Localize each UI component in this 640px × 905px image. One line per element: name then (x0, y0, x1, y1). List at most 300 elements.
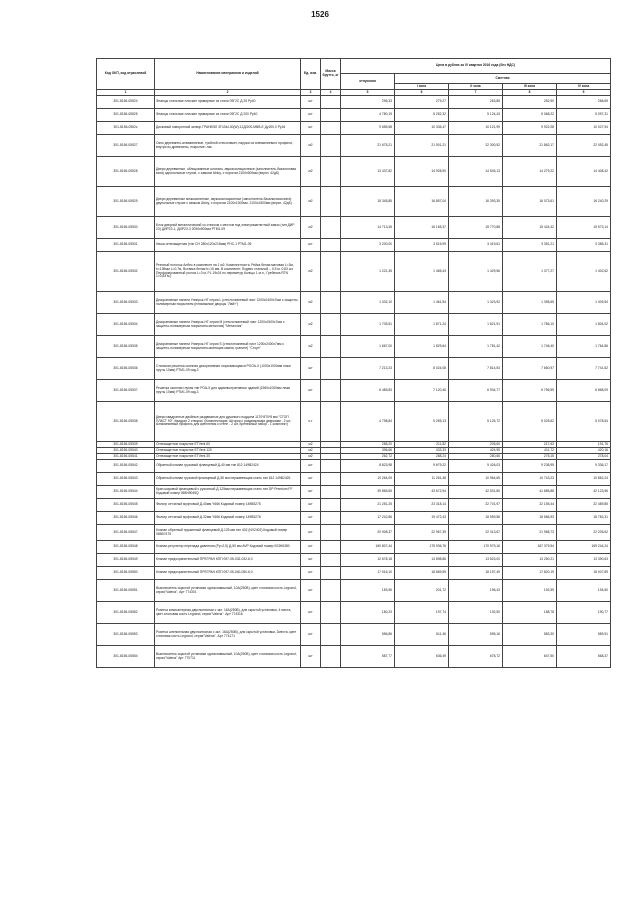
header-code: Код ОКП, код отраслевой (97, 59, 155, 90)
item-price-zone-3: 5 068,22 (503, 109, 557, 122)
item-price-zone-3: 17 820,19 (503, 567, 557, 580)
item-price-zone-3: 5 025,62 (503, 402, 557, 442)
item-price-zone-2: 196,43 (449, 580, 503, 602)
table-row (97, 486, 611, 499)
header-smetnaya: Сметная (395, 74, 611, 84)
item-mass (321, 358, 341, 380)
item-unit: м2 (301, 135, 321, 157)
item-name: Реечный потолок Албес в комплекте на 1 м2: Комплектность: Рейка белая матовая L=3м, b=135мм L=0,7м, Вставка белая b=15 мм. В комплекте: Подвес стальной – 0,5 м. 0,83 шт. Перфорированный уголок L=3 м, PL 19х24 по периметру Кольцо 1 м.п., Гребенка RTN 1=0,83 м.) (155, 252, 301, 292)
item-mass (321, 157, 341, 187)
item-unit: шт (301, 624, 321, 646)
item-base-price: 9 655,58 (341, 122, 395, 135)
item-price-zone-1: 14 928,90 (395, 157, 449, 187)
item-price-zone-2: 280,66 (449, 454, 503, 460)
item-price-zone-4: 3 386,31 (557, 239, 611, 252)
item-price-zone-4: 191,76 (557, 442, 611, 448)
item-base-price: 1 332,10 (341, 292, 395, 314)
col-num: 7 (449, 90, 503, 96)
item-code: 301-8156-0552с (97, 122, 155, 135)
item-base-price: 6 489,83 (341, 380, 395, 402)
item-mass (321, 486, 341, 499)
table-row (97, 567, 611, 580)
item-price-zone-2: 9 426,03 (449, 460, 503, 473)
header-price-group: Цена в рублях за IV квартал 2016 года (без НДС) (341, 59, 611, 74)
item-price-zone-2: 170 979,16 (449, 541, 503, 554)
item-unit: м2 (301, 252, 321, 292)
item-price-zone-1: 8 024,08 (395, 358, 449, 380)
item-price-zone-2: 16 393,35 (449, 187, 503, 217)
item-price-zone-1: 1 465,43 (395, 252, 449, 292)
item-price-zone-3: 41 685,88 (503, 486, 557, 499)
table-row (97, 96, 611, 109)
item-code: 301-8156-05532 (97, 252, 155, 292)
item-price-zone-3: 7 660,97 (503, 358, 557, 380)
item-price-zone-4: 22 092,45 (557, 135, 611, 157)
item-code: 301-8156-05541 (97, 454, 155, 460)
item-mass (321, 314, 341, 336)
item-name: Розетка компьютерная двухполюсная с зкл. 16А(250В), для скрытой установки, 4 места, цвет слоновая кость Legrand, серия"Valena". Арт 774316 (155, 602, 301, 624)
item-price-zone-2: 1 429,56 (449, 252, 503, 292)
item-price-zone-2: 595,16 (449, 624, 503, 646)
item-code: 301-8156-05524 (97, 96, 155, 109)
item-name: Окно деревянно-алюминиевое, тройной стеклопакет, наружи из алюминиевого профиля, внутри из древесины, покрытие: лак (155, 135, 301, 157)
table-row (97, 402, 611, 442)
item-price-zone-1: 43 672,94 (395, 486, 449, 499)
table-row (97, 525, 611, 541)
item-unit: шт (301, 380, 321, 402)
item-base-price: 21 251,25 (341, 499, 395, 512)
item-mass (321, 217, 341, 239)
item-mass (321, 292, 341, 314)
item-code: 301-8156-05544 (97, 486, 155, 499)
item-base-price: 160 807,44 (341, 541, 395, 554)
item-price-zone-3: 583,30 (503, 624, 557, 646)
item-code: 301-8156-05543 (97, 473, 155, 486)
item-mass (321, 135, 341, 157)
item-name: Стальная решетка оконная декоративная открывающаяся РООА-Х (1000х1000мм люки пруты 10мм) РТМ1-09 изд.3 (155, 358, 301, 380)
item-mass (321, 460, 341, 473)
col-num: 6 (395, 90, 449, 96)
item-base-price: 21 675,21 (341, 135, 395, 157)
item-price-zone-4: 22 205,62 (557, 525, 611, 541)
item-price-zone-2: 5 124,43 (449, 109, 503, 122)
item-base-price: 12 678,18 (341, 554, 395, 567)
item-base-price: 4 798,84 (341, 402, 395, 442)
item-name: Обратный клапан грузовой фланцевый Д-50 мм нержавеющая сталь тип 812 149В2425 (155, 473, 301, 486)
item-price-zone-3: 647,50 (503, 646, 557, 668)
item-price-zone-1: 433,33 (395, 448, 449, 454)
item-unit: м2 (301, 314, 321, 336)
item-price-zone-4: 420,16 (557, 448, 611, 454)
item-code: 301-8156-05539 (97, 442, 155, 448)
table-row (97, 336, 611, 358)
item-name: Огнезащитное покрытие ETVent 120 (155, 448, 301, 454)
item-name: Декоративные панели Унипрок-НГ серии S (стеклотканевый лист 1200х2400х7мм с защитно-полимерным покрытием-имитация камня, граните) "Стоун" (155, 336, 301, 358)
item-code: 301-8156-05545 (97, 499, 155, 512)
item-unit: шт (301, 358, 321, 380)
item-name: Клапан-регулятор перепада давления (Ру=2,5) Д-50 мм AVP Кодовый номер 003Н6380 (155, 541, 301, 554)
table-row (97, 314, 611, 336)
item-price-zone-2: 10 964,65 (449, 473, 503, 486)
header-zone-3: III зона (503, 84, 557, 90)
item-mass (321, 580, 341, 602)
item-mass (321, 567, 341, 580)
item-price-zone-3: 217,63 (503, 442, 557, 448)
item-unit: м2 (301, 448, 321, 454)
col-num: 3 (301, 90, 321, 96)
item-mass (321, 512, 341, 525)
item-mass (321, 96, 341, 109)
item-base-price: 262,72 (341, 454, 395, 460)
table-row (97, 624, 611, 646)
item-price-zone-1: 197,74 (395, 602, 449, 624)
item-price-zone-1: 11 261,48 (395, 473, 449, 486)
item-price-zone-4: 1 409,54 (557, 292, 611, 314)
item-price-zone-1: 1 871,24 (395, 314, 449, 336)
item-base-price: 17 016,10 (341, 567, 395, 580)
item-price-zone-3: 10 743,23 (503, 473, 557, 486)
item-price-zone-1: 19 472,43 (395, 512, 449, 525)
item-unit: шт (301, 460, 321, 473)
item-price-zone-2: 192,50 (449, 602, 503, 624)
item-mass (321, 624, 341, 646)
col-num: 2 (155, 90, 301, 96)
item-mass (321, 336, 341, 358)
item-base-price: 296,33 (341, 96, 395, 109)
item-name: Ниша огнезащитная (тип СН 280х120х215мм) РНС-1 РТМ1-09 (155, 239, 301, 252)
item-name: Кран шаровой фланцевый с рукояткой Д-125мм нержавеющая сталь тип DP Premium FF Кодовый номер 065N9045Q (155, 486, 301, 499)
item-price-zone-1: 13 898,86 (395, 554, 449, 567)
item-unit: м2 (301, 442, 321, 448)
item-price-zone-1: 18 669,59 (395, 567, 449, 580)
item-unit: шт (301, 541, 321, 554)
item-code: 301-8156-05530 (97, 217, 155, 239)
item-price-zone-1: 10 336,47 (395, 122, 449, 135)
item-price-zone-2: 424,95 (449, 448, 503, 454)
table-row (97, 122, 611, 135)
item-price-zone-1: 23 318,14 (395, 499, 449, 512)
item-base-price: 39 865,65 (341, 486, 395, 499)
item-code: 301-8156-05548 (97, 541, 155, 554)
table-row (97, 109, 611, 122)
item-name: Фланцы стальные плоские приварные из стали 09Г2С Д 25 Ру40 (155, 96, 301, 109)
item-unit: м2 (301, 157, 321, 187)
table-row (97, 580, 611, 602)
item-price-zone-1: 1 829,64 (395, 336, 449, 358)
item-name: Выключатель скрытой установки одноклавишный, 10A(250B), цвет слоновая кость Legrand, серия"Valena" Арт 770711 (155, 646, 301, 668)
item-price-zone-2: 5 126,72 (449, 402, 503, 442)
table-row (97, 135, 611, 157)
item-base-price: 4 780,19 (341, 109, 395, 122)
item-base-price: 3 200,00 (341, 239, 395, 252)
item-price-zone-4: 5 078,54 (557, 402, 611, 442)
item-price-zone-2: 1 781,42 (449, 336, 503, 358)
col-num: 1 (97, 90, 155, 96)
item-price-zone-3: 6 796,59 (503, 380, 557, 402)
item-name: Дисковый поворотный затвор ГРАНВЭЛ ЗП-ВЫ-30(W)-12Д/200-МВВ-Е Ду200,0 Ру16 (155, 122, 301, 135)
item-unit: шт (301, 554, 321, 567)
item-unit: шт (301, 109, 321, 122)
header-base-price: отпускная (341, 74, 395, 90)
item-name: Блок дверной металлический со стеклом с местом под электромагнитный замок (тип ДИР 2З) ДИР2З-1, ДИР2З-3 2090х900мм РТМ1-09 (155, 217, 301, 239)
table-row (97, 157, 611, 187)
item-mass (321, 187, 341, 217)
item-price-zone-3: 14 279,22 (503, 157, 557, 187)
item-base-price: 15 345,85 (341, 187, 395, 217)
table-row (97, 187, 611, 217)
item-price-zone-3: 411,72 (503, 448, 557, 454)
item-unit: м2 (301, 187, 321, 217)
item-price-zone-1: 175 936,76 (395, 541, 449, 554)
item-price-zone-2: 22 413,67 (449, 525, 503, 541)
item-base-price: 180,23 (341, 602, 395, 624)
item-price-zone-3: 15 424,42 (503, 217, 557, 239)
table-row (97, 252, 611, 292)
item-code: 301-8156-05554 (97, 646, 155, 668)
table-row (97, 460, 611, 473)
item-mass (321, 646, 341, 668)
item-price-zone-3: 1 746,40 (503, 336, 557, 358)
item-price-zone-4: 1 804,02 (557, 314, 611, 336)
item-price-zone-4: 14 408,42 (557, 157, 611, 187)
item-unit: м2 (301, 454, 321, 460)
item-unit: шт (301, 646, 321, 668)
table-row (97, 473, 611, 486)
item-price-zone-1: 5 252,32 (395, 109, 449, 122)
item-price-zone-1: 5 265,13 (395, 402, 449, 442)
item-unit: шт (301, 499, 321, 512)
item-price-zone-2: 14 545,13 (449, 157, 503, 187)
header-zone-2: II зона (449, 84, 503, 90)
item-price-zone-4: 42 123,96 (557, 486, 611, 499)
table-row (97, 554, 611, 567)
item-unit: шт (301, 512, 321, 525)
item-unit: к-т (301, 402, 321, 442)
col-num: 8 (503, 90, 557, 96)
item-name: Фильтр сетчатый муфтовый Д-32мм Y666 Кодовый номер 149В5276 (155, 512, 301, 525)
item-price-zone-4: 16 240,29 (557, 187, 611, 217)
item-price-zone-2: 18 197,49 (449, 567, 503, 580)
item-unit: м2 (301, 336, 321, 358)
item-name: Двери деревянные межкомнатные, звукоизоляционные (заполнитель-базальтовая вата) двупольные глухие с замком Abloy, с порогом 2100х1300мм, 2100х1500мм (верхн. 42дБ) (155, 187, 301, 217)
item-base-price: 556,86 (341, 624, 395, 646)
item-base-price: 13 437,82 (341, 157, 395, 187)
item-base-price: 587,77 (341, 646, 395, 668)
item-price-zone-3: 252,90 (503, 96, 557, 109)
item-code: 301-8156-05551 (97, 580, 155, 602)
item-price-zone-2: 10 121,99 (449, 122, 503, 135)
table-row (97, 217, 611, 239)
item-base-price: 396,66 (341, 448, 395, 454)
item-unit: шт (301, 525, 321, 541)
item-unit: шт (301, 239, 321, 252)
item-code: 301-8156-05547 (97, 525, 155, 541)
item-price-zone-4: 18 782,31 (557, 512, 611, 525)
item-price-zone-3: 13 250,21 (503, 554, 557, 567)
item-base-price: 1 667,00 (341, 336, 395, 358)
item-mass (321, 122, 341, 135)
item-price-zone-2: 42 531,80 (449, 486, 503, 499)
price-table (96, 58, 611, 668)
item-price-zone-1: 288,24 (395, 454, 449, 460)
item-name: Клапан предохранительный ПРЕГРАН КПП 097-05-032-032-6,0 (155, 554, 301, 567)
table-row (97, 380, 611, 402)
item-mass (321, 602, 341, 624)
item-price-zone-2: 7 814,53 (449, 358, 503, 380)
item-price-zone-2: 1 423,92 (449, 292, 503, 314)
item-price-zone-3: 9 922,08 (503, 122, 557, 135)
item-base-price: 14 713,45 (341, 217, 395, 239)
item-mass (321, 554, 341, 567)
item-price-zone-4: 668,37 (557, 646, 611, 668)
item-mass (321, 252, 341, 292)
header-zone-1: I зона (395, 84, 449, 90)
item-price-zone-2: 205,60 (449, 442, 503, 448)
item-base-price: 17 242,86 (341, 512, 395, 525)
item-code: 301-8156-05540 (97, 448, 155, 454)
item-price-zone-2: 3 419,61 (449, 239, 503, 252)
page-number: 1526 (311, 10, 329, 19)
item-name: Двери деревянные, облицованные шпоном, звукоизоляционные (заполнитель-базальтовая вата) однопольные глухие, с замком Abloy, с порогом 2100х900мм (верхн. 42дБ) (155, 157, 301, 187)
item-price-zone-2: 6 934,77 (449, 380, 503, 402)
item-price-zone-3: 3 351,21 (503, 239, 557, 252)
table-row (97, 512, 611, 525)
item-price-zone-2: 1 821,91 (449, 314, 503, 336)
item-base-price: 7 213,23 (341, 358, 395, 380)
item-price-zone-2: 13 523,00 (449, 554, 503, 567)
item-base-price: 1 705,51 (341, 314, 395, 336)
item-unit: м2 (301, 292, 321, 314)
item-price-zone-4: 1 764,86 (557, 336, 611, 358)
item-price-zone-3: 21 862,17 (503, 135, 557, 157)
header-unit: Ед. изм. (301, 59, 321, 90)
item-unit: шт (301, 96, 321, 109)
item-price-zone-1: 201,72 (395, 580, 449, 602)
item-price-zone-3: 188,78 (503, 602, 557, 624)
table-row (97, 541, 611, 554)
item-code: 301-8156-05527 (97, 135, 155, 157)
item-price-zone-4: 6 868,09 (557, 380, 611, 402)
item-mass (321, 473, 341, 486)
item-name: Огнезащитное покрытие ETVent 30 (155, 454, 301, 460)
item-unit: шт (301, 602, 321, 624)
item-name: Розетка штепсельная двухполюсная с зкл. 16А(250В), для скрытой установки, 2места, цвет слоновая кость Legrand, серия"Valena". Арт 774171 (155, 624, 301, 646)
table-row (97, 239, 611, 252)
item-price-zone-4: 10 862,24 (557, 473, 611, 486)
item-price-zone-4: 18 007,89 (557, 567, 611, 580)
item-name: Выключатель скрытой установки одноклавишный, 10A(250B), цвет слоновая кость Legrand, серия"Valena", Арт 774301 (155, 580, 301, 602)
item-code: 301-8156-05537 (97, 380, 155, 402)
item-price-zone-1: 1 461,54 (395, 292, 449, 314)
item-base-price: 8 823,98 (341, 460, 395, 473)
item-code: 301-8156-05534 (97, 314, 155, 336)
item-price-zone-1: 279,27 (395, 96, 449, 109)
table-row (97, 358, 611, 380)
item-price-zone-4: 194,60 (557, 580, 611, 602)
item-mass (321, 239, 341, 252)
item-price-zone-1: 9 679,22 (395, 460, 449, 473)
item-code: 301-8156-05525 (97, 109, 155, 122)
item-price-zone-3: 1 395,65 (503, 292, 557, 314)
item-base-price: 1 221,35 (341, 252, 395, 292)
item-unit: шт (301, 486, 321, 499)
item-mass (321, 109, 341, 122)
item-price-zone-4: 22 489,85 (557, 499, 611, 512)
col-num: 9 (557, 90, 611, 96)
item-price-zone-2: 18 959,58 (449, 512, 503, 525)
item-price-zone-4: 589,51 (557, 624, 611, 646)
item-name: Огнезащитное покрытие ETVent 60 (155, 442, 301, 448)
item-price-zone-1: 22 967,39 (395, 525, 449, 541)
header-zone-4: IV зона (557, 84, 611, 90)
col-num: 4 (321, 90, 341, 96)
item-base-price: 20 908,37 (341, 525, 395, 541)
item-mass (321, 499, 341, 512)
item-price-zone-4: 1 402,62 (557, 252, 611, 292)
item-price-zone-2: 22 300,52 (449, 135, 503, 157)
item-name: Решетка оконная глухая тип РОА-Х для административных зданий (1960х1000мм люки пруты 10мм) РТМ1-09 изд.3 (155, 380, 301, 402)
item-price-zone-3: 18 586,93 (503, 512, 557, 525)
item-mass (321, 402, 341, 442)
item-mass (321, 541, 341, 554)
table-row (97, 602, 611, 624)
item-name: Фланцы стальные плоские приварные из стали 09Г2С Д 200 Ру40 (155, 109, 301, 122)
item-base-price: 183,96 (341, 580, 395, 602)
item-price-zone-1: 611,46 (395, 624, 449, 646)
item-price-zone-3: 167 379,54 (503, 541, 557, 554)
item-name: Клапан обратный пружинный фланцевый Д-125 мм тип 402 (NV2402) Кодовый номер 065В7475 (155, 525, 301, 541)
table-row (97, 646, 611, 668)
item-price-zone-3: 275,15 (503, 454, 557, 460)
item-unit: шт (301, 567, 321, 580)
item-price-zone-3: 16 073,61 (503, 187, 557, 217)
item-code: 301-8156-05549 (97, 554, 155, 567)
header-name: Наименование материалов и изделий (155, 59, 301, 90)
item-code: 301-8156-05550 (97, 567, 155, 580)
item-price-zone-4: 10 027,94 (557, 122, 611, 135)
item-code: 301-8156-05528 (97, 157, 155, 187)
item-price-zone-3: 22 155,44 (503, 499, 557, 512)
header-mass: Масса брутто, кг (321, 59, 341, 90)
item-unit: шт (301, 580, 321, 602)
item-name: Декоративные панели Унипрок-НГ серии М (стеклотканевый лист 1200х2400х7мм с защитно-полимерным покрытием-металлик) "Металлик" (155, 314, 301, 336)
item-price-zone-1: 21 901,21 (395, 135, 449, 157)
item-name: Декоративные панели Унипрок-НГ серии L (стеклотканевый лист 1200х2400х7мм с защитно-полимерным покрытием (плюмажные дворцы "Лайт") (155, 292, 301, 314)
item-price-zone-4: 268,69 (557, 96, 611, 109)
item-mass (321, 525, 341, 541)
item-price-zone-4: 13 390,63 (557, 554, 611, 567)
item-base-price: 10 264,09 (341, 473, 395, 486)
item-price-zone-3: 21 968,73 (503, 525, 557, 541)
item-price-zone-4: 190,77 (557, 602, 611, 624)
item-price-zone-1: 16 165,37 (395, 217, 449, 239)
item-code: 301-8156-05531 (97, 239, 155, 252)
item-base-price: 288,20 (341, 442, 395, 448)
item-price-zone-4: 9 336,17 (557, 460, 611, 473)
item-price-zone-4: 169 244,24 (557, 541, 611, 554)
item-code: 301-8156-05552 (97, 602, 155, 624)
item-code: 301-8156-05535 (97, 336, 155, 358)
item-price-zone-1: 3 515,99 (395, 239, 449, 252)
item-code: 301-8156-05553 (97, 624, 155, 646)
item-unit: м2 (301, 217, 321, 239)
item-code: 301-8156-05529 (97, 187, 155, 217)
item-price-zone-2: 22 701,97 (449, 499, 503, 512)
item-unit: шт (301, 473, 321, 486)
item-code: 301-8156-05536 (97, 358, 155, 380)
col-num: 5 (341, 90, 395, 96)
item-price-zone-1: 636,49 (395, 646, 449, 668)
